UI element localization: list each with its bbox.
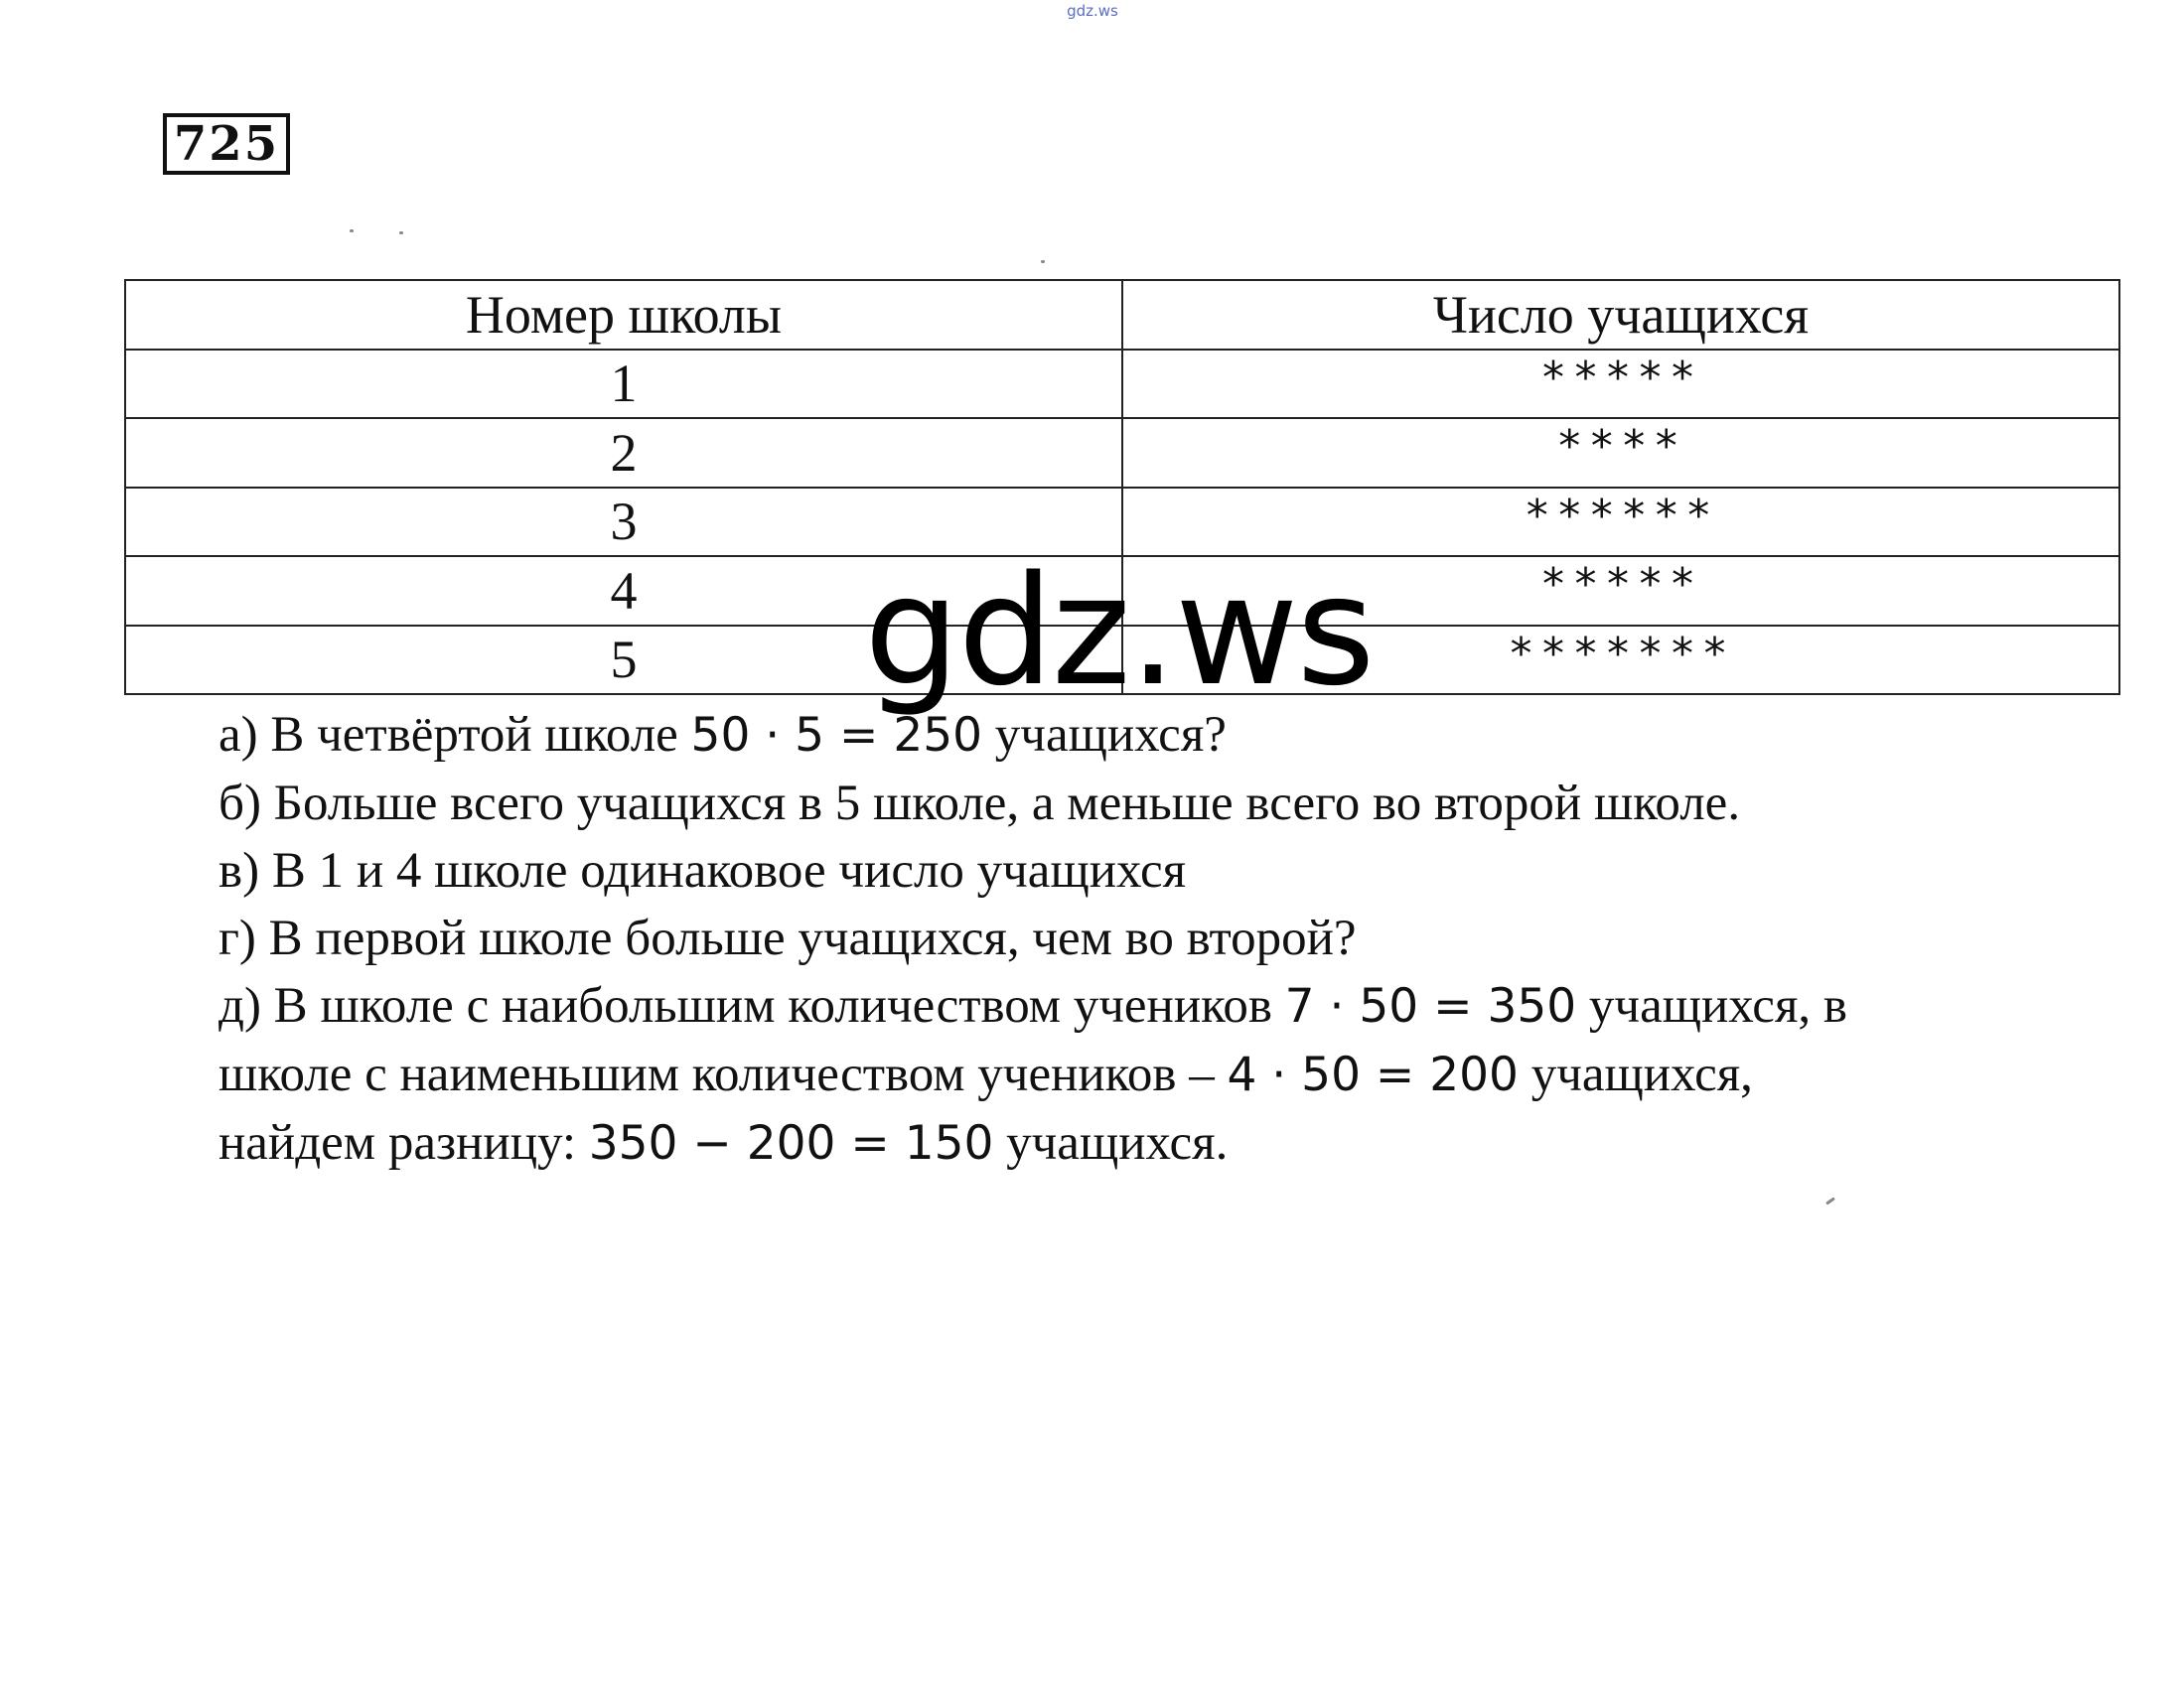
table-row	[125, 350, 2119, 419]
student-count-cell: *******	[1122, 626, 2119, 695]
answer-d-text-1: д) В школе с наибольшим количеством учеников	[218, 978, 1285, 1034]
school-number-cell: 2	[125, 418, 1122, 488]
school-number-cell: 5	[125, 626, 1122, 695]
answer-d-math-2: 4 · 50 = 200	[1227, 1048, 1519, 1102]
header-school-number: Номер школы	[125, 280, 1122, 350]
answer-d-tail-2: учащихся,	[1518, 1047, 1753, 1102]
answer-v: в) В 1 и 4 школе одинаковое число учащихся	[218, 843, 1187, 899]
school-number-cell: 4	[125, 556, 1122, 626]
student-count-cell: ******	[1122, 488, 2119, 557]
scan-speck	[350, 229, 354, 232]
answer-d-text-2: школе с наименьшим количеством учеников –	[218, 1047, 1228, 1102]
answer-b: б) Больше всего учащихся в 5 школе, а меньше всего во второй школе.	[218, 776, 1741, 831]
table-header-row	[125, 280, 2119, 350]
school-number-cell: 1	[125, 350, 1122, 419]
answer-d-math-3: 350 − 200 = 150	[588, 1116, 994, 1171]
answer-d-tail-3: учащихся.	[993, 1115, 1229, 1171]
answers-block	[218, 701, 2125, 1178]
header-student-count: Число учащихся	[1122, 280, 2119, 350]
answer-a-text: а) В четвёртой школе	[218, 707, 691, 763]
student-count-cell: *****	[1122, 350, 2119, 419]
answer-a-math: 50 · 5 = 250	[690, 708, 983, 763]
table-row	[125, 418, 2119, 488]
task-number-box: 725	[163, 113, 290, 175]
answer-a-tail: учащихся?	[982, 707, 1227, 763]
school-number-cell: 3	[125, 488, 1122, 557]
answer-d-tail-1: учащихся, в	[1576, 978, 1847, 1034]
scan-speck	[399, 231, 403, 234]
scan-speck	[1041, 260, 1045, 263]
site-mark: gdz.ws	[1067, 2, 1118, 20]
answer-d-line-1	[218, 972, 2125, 1041]
answer-d-text-3: найдем разницу:	[218, 1115, 589, 1171]
student-count-cell: *****	[1122, 556, 2119, 626]
scan-speck	[1825, 1197, 1835, 1205]
answer-d-line-2	[218, 1041, 2125, 1109]
answer-d-line-3	[218, 1109, 2125, 1178]
student-count-cell: ****	[1122, 418, 2119, 488]
answer-d-math-1: 7 · 50 = 350	[1284, 979, 1577, 1034]
answer-g: г) В первой школе больше учащихся, чем во второй?	[218, 911, 1357, 966]
watermark-logo: gdz.ws	[864, 543, 1374, 719]
